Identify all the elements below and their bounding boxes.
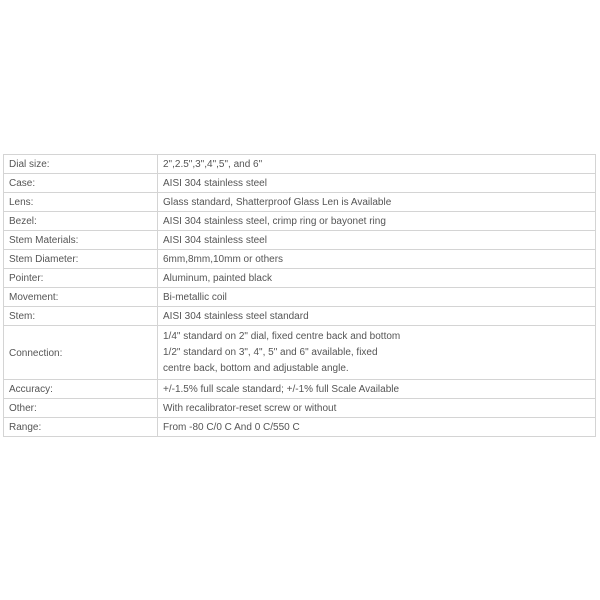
spec-value-line: 1/2" standard on 3", 4", 5" and 6" available, fixed [163,347,378,358]
spec-row-bezel [4,212,596,231]
specification-table [3,154,596,437]
spec-label: Bezel: [4,212,158,231]
spec-label: Stem Diameter: [4,250,158,269]
spec-row-lens [4,193,596,212]
spec-value-line: centre back, bottom and adjustable angle. [163,363,349,374]
spec-row-case [4,174,596,193]
spec-label: Range: [4,418,158,437]
spec-value: Bi-metallic coil [158,288,596,307]
spec-row-pointer [4,269,596,288]
spec-row-dial-size [4,155,596,174]
spec-value: With recalibrator-reset screw or without [158,399,596,418]
spec-value: AISI 304 stainless steel [158,231,596,250]
spec-label: Accuracy: [4,380,158,399]
spec-value: From -80 C/0 C And 0 C/550 C [158,418,596,437]
spec-row-connection [4,326,596,380]
spec-row-other [4,399,596,418]
spec-value: AISI 304 stainless steel [158,174,596,193]
spec-row-stem [4,307,596,326]
spec-label: Stem: [4,307,158,326]
spec-label: Pointer: [4,269,158,288]
spec-value: AISI 304 stainless steel standard [158,307,596,326]
spec-row-stem-materials [4,231,596,250]
spec-row-movement [4,288,596,307]
spec-value: 6mm,8mm,10mm or others [158,250,596,269]
spec-value [158,326,596,380]
spec-value: Glass standard, Shatterproof Glass Len is Available [158,193,596,212]
spec-value: 2",2.5",3",4",5", and 6" [158,155,596,174]
specification-table-body [4,155,596,437]
spec-label: Other: [4,399,158,418]
spec-row-range [4,418,596,437]
spec-label: Case: [4,174,158,193]
spec-label: Connection: [4,326,158,380]
spec-label: Movement: [4,288,158,307]
spec-value-line: 1/4" standard on 2" dial, fixed centre back and bottom [163,331,401,342]
spec-row-accuracy [4,380,596,399]
spec-label: Dial size: [4,155,158,174]
spec-row-stem-diameter [4,250,596,269]
spec-value: Aluminum, painted black [158,269,596,288]
spec-label: Lens: [4,193,158,212]
spec-value: +/-1.5% full scale standard; +/-1% full Scale Available [158,380,596,399]
spec-label: Stem Materials: [4,231,158,250]
spec-value: AISI 304 stainless steel, crimp ring or bayonet ring [158,212,596,231]
